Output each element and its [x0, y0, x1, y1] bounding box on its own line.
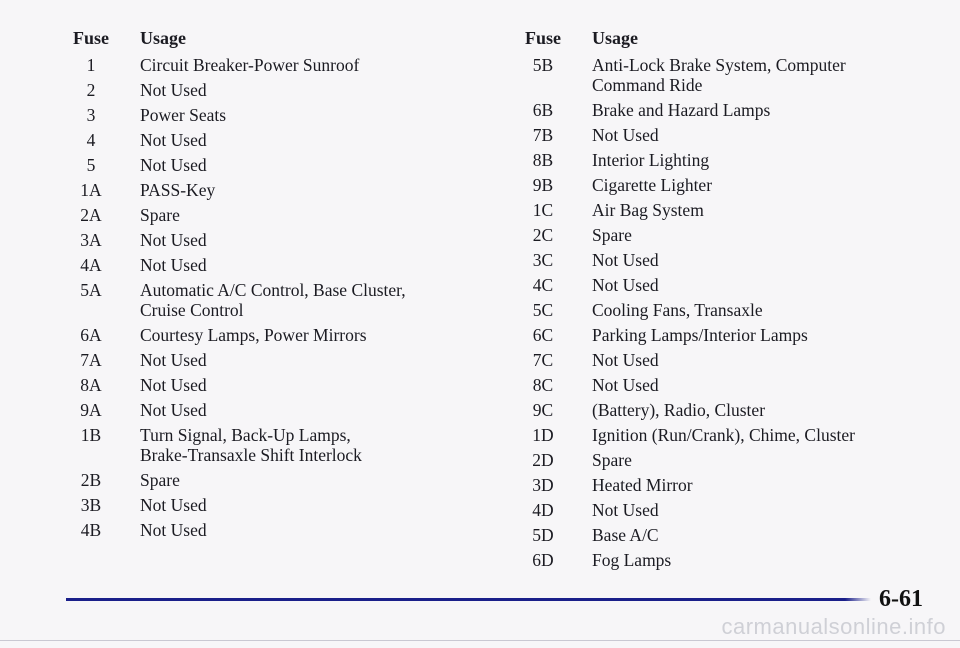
fuse-usage: Power Seats	[140, 104, 227, 125]
fuse-usage: Not Used	[140, 229, 207, 250]
fuse-usage: Not Used	[140, 79, 207, 100]
fuse-usage: Not Used	[140, 254, 207, 275]
table-row	[66, 252, 466, 277]
fuse-usage: Courtesy Lamps, Power Mirrors	[140, 324, 367, 345]
table-row	[66, 517, 466, 542]
fuse-number: 8B	[532, 149, 554, 170]
table-header	[516, 24, 916, 52]
table-row	[66, 322, 466, 347]
fuse-usage: Spare	[140, 204, 180, 225]
fuse-number: 7A	[80, 349, 102, 370]
table-row	[516, 347, 916, 372]
table-row	[516, 422, 916, 447]
fuse-usage: Base A/C	[592, 524, 659, 545]
table-row	[66, 202, 466, 227]
fuse-usage: Heated Mirror	[592, 474, 693, 495]
fuse-number: 5D	[532, 524, 554, 545]
fuse-number: 7C	[532, 349, 554, 370]
fuse-number: 8C	[532, 374, 554, 395]
fuse-usage: Parking Lamps/Interior Lamps	[592, 324, 808, 345]
bottom-divider	[0, 640, 960, 641]
fuse-usage: Anti-Lock Brake System, Computer Command Ride	[592, 54, 846, 95]
fuse-number: 5	[86, 154, 96, 175]
fuse-number: 3D	[532, 474, 554, 495]
table-row	[516, 447, 916, 472]
table-row	[66, 492, 466, 517]
fuse-number: 4A	[80, 254, 102, 275]
fuse-number: 3C	[532, 249, 554, 270]
fuse-usage: (Battery), Radio, Cluster	[592, 399, 766, 420]
fuse-usage: Not Used	[140, 349, 207, 370]
fuse-number: 6A	[80, 324, 102, 345]
watermark: carmanualsonline.info	[721, 614, 946, 639]
fuse-number: 9B	[532, 174, 554, 195]
fuse-number: 6B	[532, 99, 554, 120]
fuse-usage: Brake and Hazard Lamps	[592, 99, 771, 120]
table-row	[516, 397, 916, 422]
fuse-usage: Ignition (Run/Crank), Chime, Cluster	[592, 424, 855, 445]
fuse-usage: PASS-Key	[140, 179, 216, 200]
fuse-usage: Not Used	[592, 349, 659, 370]
fuse-usage: Fog Lamps	[592, 549, 672, 570]
fuse-number: 3	[86, 104, 96, 125]
fuse-number: 2A	[80, 204, 102, 225]
fuse-number: 1B	[80, 424, 102, 445]
table-row	[516, 522, 916, 547]
fuse-usage: Not Used	[140, 154, 207, 175]
table-row	[516, 297, 916, 322]
fuse-number: 7B	[532, 124, 554, 145]
fuse-usage: Not Used	[592, 249, 659, 270]
fuse-usage: Not Used	[140, 374, 207, 395]
fuse-number: 9C	[532, 399, 554, 420]
fuse-number: 4C	[532, 274, 554, 295]
fuse-number: 4D	[532, 499, 554, 520]
footer-rule-fade	[845, 598, 871, 601]
page-number: 6-61	[879, 586, 923, 612]
fuse-number: 1C	[532, 199, 554, 220]
fuse-usage: Spare	[592, 449, 632, 470]
fuse-usage: Automatic A/C Control, Base Cluster, Cruise Control	[140, 279, 406, 320]
fuse-number: 1A	[80, 179, 102, 200]
table-row	[66, 372, 466, 397]
table-row	[66, 277, 466, 322]
fuse-usage: Not Used	[592, 274, 659, 295]
table-row	[66, 102, 466, 127]
fuse-usage: Not Used	[140, 519, 207, 540]
fuse-number: 6C	[532, 324, 554, 345]
fuse-usage: Not Used	[140, 129, 207, 150]
table-row	[516, 147, 916, 172]
fuse-usage: Cooling Fans, Transaxle	[592, 299, 763, 320]
table-body	[516, 52, 916, 572]
fuse-number: 2C	[532, 224, 554, 245]
fuse-number: 1	[86, 54, 96, 75]
fuse-usage: Not Used	[592, 124, 659, 145]
table-body	[66, 52, 466, 542]
fuse-usage: Not Used	[140, 494, 207, 515]
footer-rule	[66, 598, 871, 601]
fuse-number: 2D	[532, 449, 554, 470]
table-row	[66, 422, 466, 467]
table-row	[66, 177, 466, 202]
table-row	[66, 127, 466, 152]
table-row	[66, 467, 466, 492]
table-row	[66, 397, 466, 422]
fuse-number: 8A	[80, 374, 102, 395]
fuse-number: 2B	[80, 469, 102, 490]
table-row	[516, 172, 916, 197]
fuse-usage: Not Used	[592, 374, 659, 395]
table-row	[516, 372, 916, 397]
fuse-usage: Spare	[140, 469, 180, 490]
fuse-usage: Turn Signal, Back-Up Lamps, Brake-Transaxle Shift Interlock	[140, 424, 362, 465]
table-row	[516, 97, 916, 122]
fuse-usage: Interior Lighting	[592, 149, 710, 170]
fuse-usage: Spare	[592, 224, 632, 245]
fuse-number: 5C	[532, 299, 554, 320]
fuse-table-left	[66, 24, 466, 542]
fuse-column-header: Fuse	[73, 28, 109, 48]
fuse-usage: Air Bag System	[592, 199, 704, 220]
table-row	[516, 272, 916, 297]
table-row	[66, 152, 466, 177]
usage-column-header: Usage	[140, 28, 186, 48]
fuse-number: 3A	[80, 229, 102, 250]
table-row	[516, 222, 916, 247]
fuse-number: 4	[86, 129, 96, 150]
fuse-number: 5A	[80, 279, 102, 300]
table-header	[66, 24, 466, 52]
table-row	[66, 227, 466, 252]
fuse-usage: Circuit Breaker-Power Sunroof	[140, 54, 360, 75]
table-row	[516, 122, 916, 147]
fuse-number: 3B	[80, 494, 102, 515]
table-row	[516, 322, 916, 347]
fuse-usage: Not Used	[140, 399, 207, 420]
table-row	[66, 77, 466, 102]
fuse-number: 1D	[532, 424, 554, 445]
fuse-number: 4B	[80, 519, 102, 540]
fuse-number: 6D	[532, 549, 554, 570]
fuse-number: 2	[86, 79, 96, 100]
table-row	[66, 347, 466, 372]
fuse-table-right	[516, 24, 916, 572]
fuse-number: 5B	[532, 54, 554, 75]
table-row	[516, 197, 916, 222]
table-row	[516, 472, 916, 497]
table-row	[516, 247, 916, 272]
table-row	[516, 497, 916, 522]
fuse-usage: Cigarette Lighter	[592, 174, 713, 195]
fuse-number: 9A	[80, 399, 102, 420]
fuse-column-header: Fuse	[525, 28, 561, 48]
fuse-usage: Not Used	[592, 499, 659, 520]
table-row	[516, 547, 916, 572]
table-row	[516, 52, 916, 97]
usage-column-header: Usage	[592, 28, 638, 48]
table-row	[66, 52, 466, 77]
